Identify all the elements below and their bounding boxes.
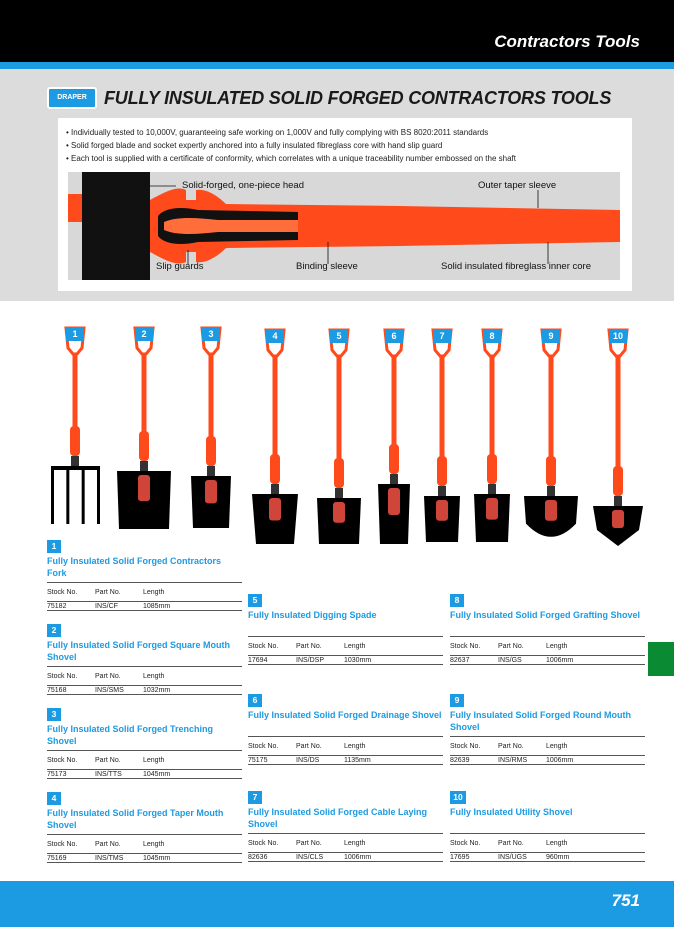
table-row (248, 655, 443, 665)
tool-illustration-5 (317, 330, 361, 544)
label-outer-sleeve: Outer taper sleeve (478, 180, 557, 191)
col-length: Length (143, 756, 165, 764)
tool-illustration-10 (593, 330, 643, 546)
page-heading: FULLY INSULATED SOLID FORGED CONTRACTORS TOOLS (104, 88, 612, 108)
tool-number-3: 3 (202, 327, 220, 341)
table-row (47, 601, 242, 611)
stock-no: 75168 (47, 687, 67, 694)
stock-no: 75182 (47, 603, 67, 610)
feature-item: • Solid forged blade and socket expertly anchored into a fully insulated fibreglass core with hand slip guard (66, 139, 516, 152)
product-name: Fully Insulated Solid Forged Grafting Shovel (450, 610, 641, 620)
part-no: INS/UGS (498, 854, 527, 861)
product-number: 6 (248, 694, 262, 707)
feature-box (58, 118, 632, 291)
col-stock: Stock No. (450, 839, 481, 847)
product-table (450, 736, 645, 765)
col-part: Part No. (95, 756, 121, 764)
col-length: Length (344, 742, 366, 750)
table-row (47, 853, 242, 863)
col-stock: Stock No. (47, 588, 78, 596)
table-row (248, 852, 443, 862)
col-length: Length (143, 840, 165, 848)
product-3 (47, 708, 242, 779)
product-number: 1 (47, 540, 61, 553)
product-1 (47, 540, 242, 611)
length: 1085mm (143, 603, 171, 610)
col-stock: Stock No. (450, 742, 481, 750)
product-9 (450, 694, 645, 765)
tool-number-4: 4 (266, 329, 284, 343)
tool-illustration-9 (524, 330, 578, 537)
table-header (450, 636, 645, 655)
product-number: 8 (450, 594, 464, 607)
tool-number-10: 10 (609, 329, 627, 343)
table-row (248, 755, 443, 765)
tool-number-5: 5 (330, 329, 348, 343)
tool-number-1: 1 (66, 327, 84, 341)
tool-number-9: 9 (542, 329, 560, 343)
feature-item: • Each tool is supplied with a certificate of conformity, which correlates with a unique traceability number embossed on the shaft (66, 152, 516, 165)
part-no: INS/SMS (95, 687, 124, 694)
part-no: INS/CF (95, 603, 118, 610)
product-7 (248, 791, 443, 862)
product-name: Fully Insulated Solid Forged Round Mouth Shovel (450, 710, 631, 732)
stock-no: 82636 (248, 854, 268, 861)
accent-stripe (0, 62, 674, 69)
length: 1006mm (546, 757, 574, 764)
length: 1006mm (546, 657, 574, 664)
product-name: Fully Insulated Solid Forged Contractors Fork (47, 556, 222, 578)
col-stock: Stock No. (248, 839, 279, 847)
tool-illustration-6 (378, 330, 410, 544)
col-length: Length (344, 839, 366, 847)
part-no: INS/TMS (95, 855, 124, 862)
product-name: Fully Insulated Solid Forged Trenching Shovel (47, 724, 214, 746)
tool-number-8: 8 (483, 329, 501, 343)
col-part: Part No. (498, 839, 524, 847)
product-name: Fully Insulated Solid Forged Taper Mouth Shovel (47, 808, 224, 830)
col-part: Part No. (498, 742, 524, 750)
part-no: INS/DS (296, 757, 320, 764)
product-6 (248, 694, 443, 765)
cutaway-diagram (68, 172, 620, 280)
product-name: Fully Insulated Solid Forged Cable Laying Shovel (248, 807, 428, 829)
tools-illustration-row (40, 316, 650, 546)
table-row (450, 655, 645, 665)
col-stock: Stock No. (248, 642, 279, 650)
feature-list (66, 126, 516, 165)
stock-no: 17695 (450, 854, 470, 861)
col-stock: Stock No. (47, 672, 78, 680)
product-table (47, 750, 242, 779)
tool-illustration-4 (252, 330, 298, 544)
product-number: 5 (248, 594, 262, 607)
col-part: Part No. (95, 672, 121, 680)
col-part: Part No. (296, 839, 322, 847)
part-no: INS/CLS (296, 854, 324, 861)
stock-no: 82637 (450, 657, 470, 664)
tool-number-7: 7 (433, 329, 451, 343)
col-part: Part No. (498, 642, 524, 650)
product-table (248, 833, 443, 862)
stock-no: 75175 (248, 757, 268, 764)
col-part: Part No. (95, 588, 121, 596)
tool-illustration-1 (51, 328, 100, 524)
table-header (450, 833, 645, 852)
table-row (47, 769, 242, 779)
label-inner-core: Solid insulated fibreglass inner core (441, 261, 591, 272)
tool-number-6: 6 (385, 329, 403, 343)
table-header (47, 582, 242, 601)
tool-illustration-8 (474, 330, 510, 542)
product-number: 9 (450, 694, 464, 707)
product-name: Fully Insulated Solid Forged Square Mouth Shovel (47, 640, 231, 662)
tool-illustration-3 (191, 328, 231, 528)
table-row (450, 852, 645, 862)
table-header (47, 750, 242, 769)
table-header (47, 834, 242, 853)
product-5 (248, 594, 443, 665)
length: 960mm (546, 854, 570, 861)
length: 1006mm (344, 854, 372, 861)
part-no: INS/TTS (95, 771, 122, 778)
label-head: Solid-forged, one-piece head (182, 180, 305, 191)
product-table (450, 636, 645, 665)
col-length: Length (143, 588, 165, 596)
table-row (47, 685, 242, 695)
col-length: Length (546, 642, 568, 650)
table-row (450, 755, 645, 765)
length: 1032mm (143, 687, 171, 694)
table-header (248, 833, 443, 852)
length: 1045mm (143, 855, 171, 862)
product-number: 4 (47, 792, 61, 805)
table-header (47, 666, 242, 685)
page-number: 751 (611, 891, 640, 910)
col-part: Part No. (296, 742, 322, 750)
col-part: Part No. (95, 840, 121, 848)
table-header (248, 736, 443, 755)
product-table (47, 666, 242, 695)
length: 1030mm (344, 657, 372, 664)
col-length: Length (143, 672, 165, 680)
col-part: Part No. (296, 642, 322, 650)
product-table (450, 833, 645, 862)
table-header (450, 736, 645, 755)
product-8 (450, 594, 645, 665)
product-table (248, 736, 443, 765)
product-name: Fully Insulated Digging Spade (248, 610, 377, 620)
tool-illustration-7 (424, 330, 460, 542)
product-4 (47, 792, 242, 863)
brand-logo: DRAPER (47, 87, 97, 109)
col-length: Length (344, 642, 366, 650)
section-tab[interactable] (648, 642, 674, 676)
product-table (47, 834, 242, 863)
product-name: Fully Insulated Utility Shovel (450, 807, 573, 817)
product-2 (47, 624, 242, 695)
tool-number-2: 2 (135, 327, 153, 341)
tool-illustration-2 (117, 328, 171, 529)
label-slip-guards: Slip guards (156, 261, 204, 272)
col-stock: Stock No. (47, 756, 78, 764)
product-table (47, 582, 242, 611)
tools-illustration (40, 316, 650, 546)
product-10 (450, 791, 645, 862)
part-no: INS/RMS (498, 757, 528, 764)
col-stock: Stock No. (47, 840, 78, 848)
label-binding-sleeve: Binding sleeve (296, 261, 358, 272)
col-length: Length (546, 742, 568, 750)
feature-item: • Individually tested to 10,000V, guaranteeing safe working on 1,000V and fully complying with BS 8020:2011 standards (66, 126, 516, 139)
product-number: 10 (450, 791, 466, 804)
section-title: Contractors Tools (494, 32, 640, 51)
stock-no: 17694 (248, 657, 268, 664)
col-stock: Stock No. (248, 742, 279, 750)
part-no: INS/DSP (296, 657, 325, 664)
product-number: 2 (47, 624, 61, 637)
product-name: Fully Insulated Solid Forged Drainage Shovel (248, 710, 442, 720)
footer-bar (0, 881, 674, 927)
table-header (248, 636, 443, 655)
product-number: 3 (47, 708, 61, 721)
length: 1045mm (143, 771, 171, 778)
col-length: Length (546, 839, 568, 847)
col-stock: Stock No. (450, 642, 481, 650)
part-no: INS/GS (498, 657, 522, 664)
stock-no: 82639 (450, 757, 470, 764)
stock-no: 75173 (47, 771, 67, 778)
stock-no: 75169 (47, 855, 67, 862)
length: 1135mm (344, 757, 371, 764)
product-table (248, 636, 443, 665)
product-number: 7 (248, 791, 262, 804)
top-banner (0, 0, 674, 62)
